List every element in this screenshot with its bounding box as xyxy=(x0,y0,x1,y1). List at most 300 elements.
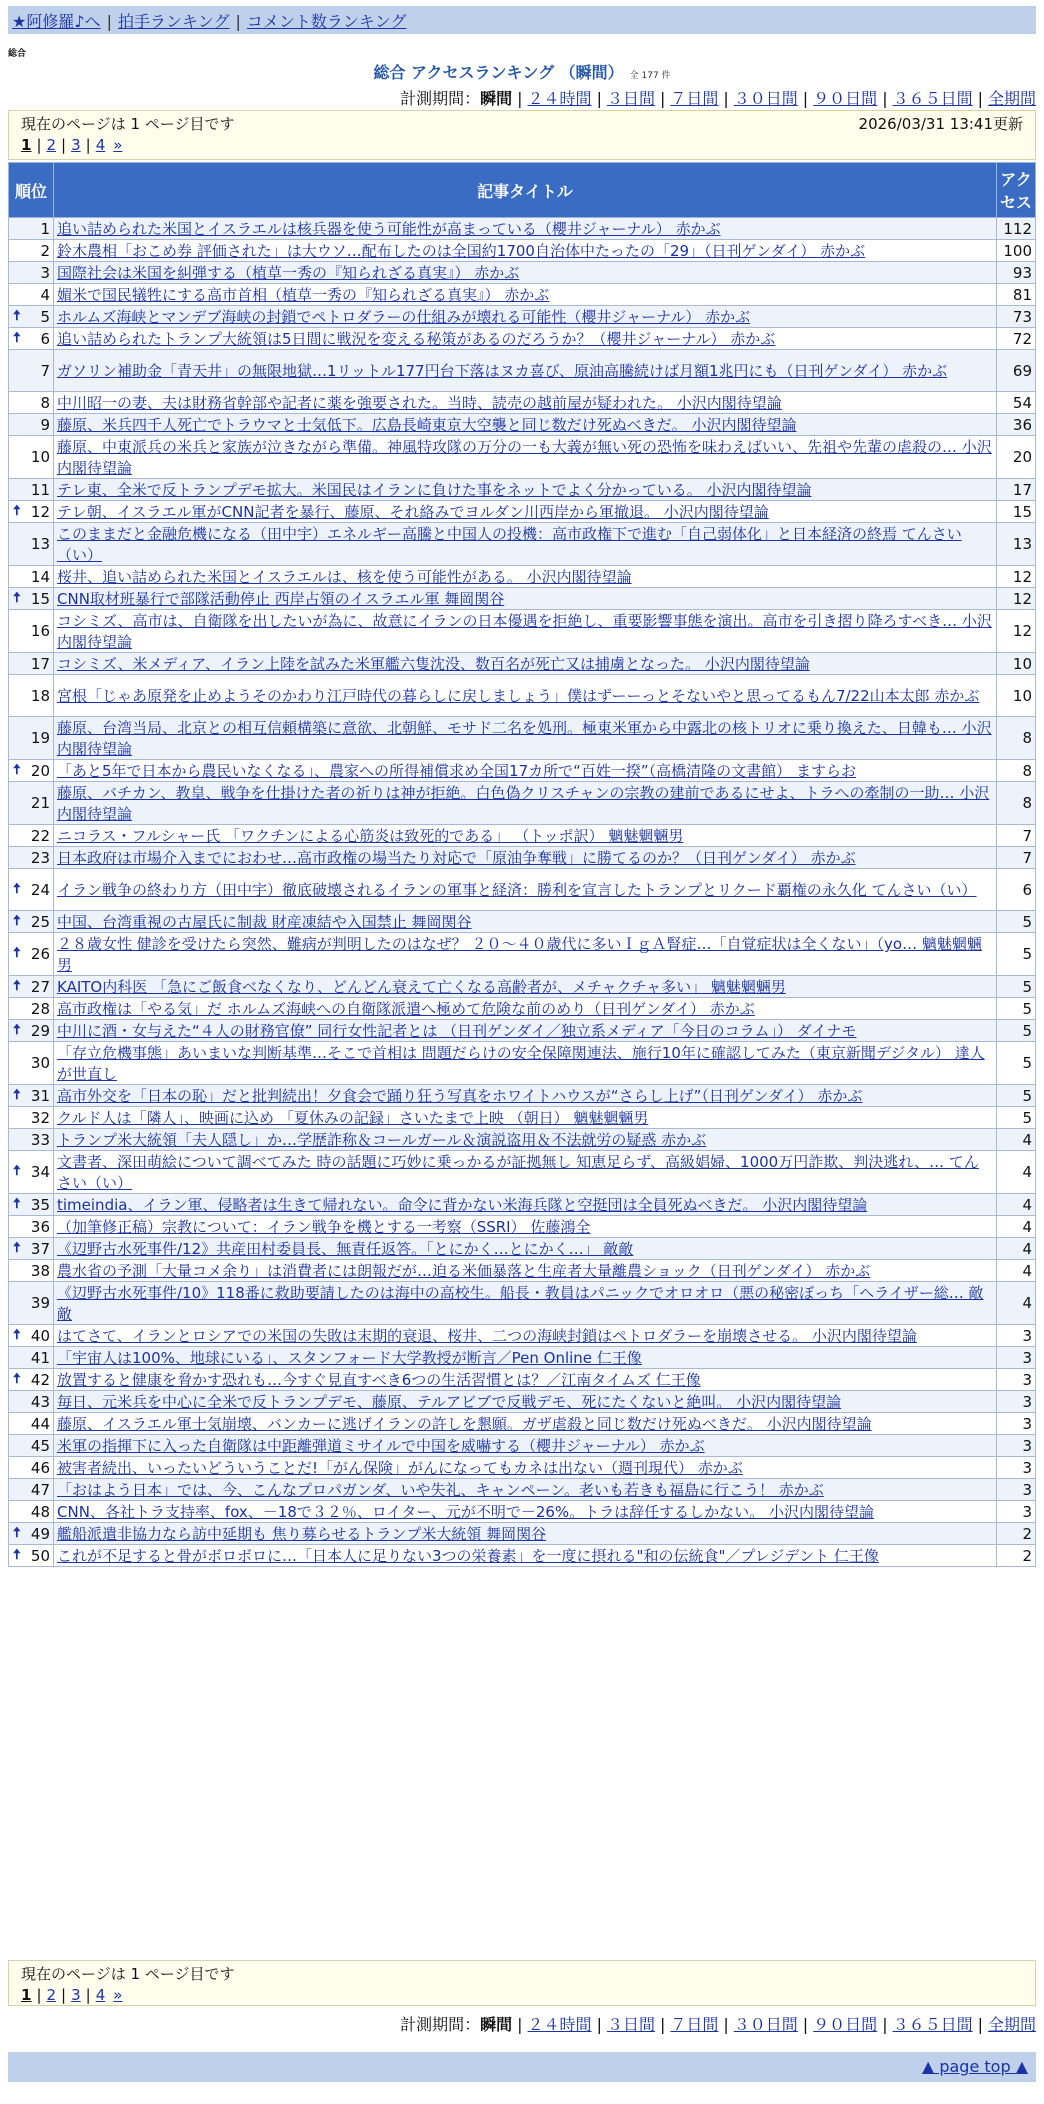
rank-cell xyxy=(9,501,54,523)
comment-ranking-link[interactable]: コメント数ランキング xyxy=(246,12,407,31)
access-count: 12 xyxy=(997,588,1036,610)
article-title-link[interactable]: 宮根「じゃあ原発を止めようそのかわり江戸時代の暮らしに戻しましょう」僕はずーーっとそないやと思ってるもん7/22山本太郎 赤かぶ xyxy=(57,687,980,705)
rank-number: 34 xyxy=(30,1163,50,1181)
category-label: 総合 xyxy=(8,49,27,59)
article-title-link[interactable]: 放置すると健康を脅かす恐れも…今すぐ見直すべき6つの生活習慣とは？／江南タイムズ 仁王像 xyxy=(57,1371,701,1389)
title-cell xyxy=(54,1347,997,1369)
access-count: 3 xyxy=(997,1435,1036,1457)
rank-cell xyxy=(9,588,54,610)
rank-cell xyxy=(9,392,54,414)
article-title-link[interactable]: 被害者続出、いったいどういうことだ!「がん保険」がんになってもカネは出ない（週刊現代） 赤かぶ xyxy=(57,1459,743,1477)
table-row xyxy=(9,1107,1036,1129)
table-row xyxy=(9,1501,1036,1523)
access-count: 73 xyxy=(997,306,1036,328)
access-count: 7 xyxy=(997,825,1036,847)
access-count: 5 xyxy=(997,1085,1036,1107)
article-title-link[interactable]: コシミズ、高市は、自衛隊を出したいが為に、故意にイランの日本優遇を拒絶し、重要影響事態を演出。高市を引き摺り降ろすべき… 小沢内閣待望論 xyxy=(57,612,992,651)
title-cell xyxy=(54,675,997,717)
rank-number: 45 xyxy=(30,1436,50,1455)
table-row xyxy=(9,1391,1036,1413)
rank-number: 20 xyxy=(30,761,50,780)
access-header: アクセス xyxy=(997,163,1036,218)
rank-up-arrow-icon: 🠅 xyxy=(13,502,21,519)
period-option-4[interactable]: ９０日間 xyxy=(813,89,878,108)
table-row xyxy=(9,1085,1036,1107)
rank-up-arrow-icon: 🠅 xyxy=(13,1546,21,1563)
rank-cell xyxy=(9,1042,54,1085)
period-current: 瞬間 xyxy=(480,89,513,108)
access-count: 2 xyxy=(997,1545,1036,1567)
access-count: 5 xyxy=(997,911,1036,933)
table-row xyxy=(9,1325,1036,1347)
rank-cell xyxy=(9,306,54,328)
page-top-link[interactable]: ▲ page top ▲ xyxy=(921,2057,1028,2076)
access-count: 12 xyxy=(997,566,1036,588)
rank-cell xyxy=(9,1194,54,1216)
rank-cell xyxy=(9,1216,54,1238)
access-count: 4 xyxy=(997,1216,1036,1238)
access-count: 5 xyxy=(997,1107,1036,1129)
access-count: 7 xyxy=(997,847,1036,869)
rank-up-arrow-icon: 🠅 xyxy=(13,1163,21,1179)
access-count: 4 xyxy=(997,1260,1036,1282)
rank-number: 2 xyxy=(40,241,50,260)
table-row xyxy=(9,610,1036,653)
title-cell xyxy=(54,1369,997,1391)
rank-header: 順位 xyxy=(9,163,54,218)
period-option-2[interactable]: ７日間 xyxy=(670,89,719,108)
article-title-link[interactable]: 文書者、深田萌絵について調べてみた 時の話題に巧妙に乗っかるが証拠無し 知恵足らず、高級娼婦、1000万円詐欺、判決逃れ、… てんさい（い） xyxy=(57,1153,979,1192)
period-label: 計測期間： xyxy=(400,2015,481,2034)
title-cell xyxy=(54,1260,997,1282)
article-title-link[interactable]: クルド人は「隣人」、映画に込め 「夏休みの記録」さいたまで上映 （朝日） 魑魅魍魎男 xyxy=(57,1109,649,1127)
article-title-link[interactable]: CNN取材班暴行で部隊活動停止 西岸占領のイスラエル軍 舞岡関谷 xyxy=(57,590,505,608)
rank-cell xyxy=(9,760,54,782)
article-title-link[interactable]: 農水省の予測「大量コメ余り」は消費者には朗報だが…迫る米価暴落と生産者大量離農ショック（日刊ゲンダイ） 赤かぶ xyxy=(57,1262,871,1280)
article-title-link[interactable]: 「存立危機事態」あいまいな判断基準…そこで首相は 問題だらけの安全保障関連法、施行10年に確認してみた（東京新聞デジタル） 達人が世直し xyxy=(57,1044,985,1083)
article-title-link[interactable]: 「おはよう日本」では、今、こんなプロパガンダ、いや失礼、キャンペーン。老いも若きも福島に行こう！ 赤かぶ xyxy=(57,1481,824,1499)
access-count: 3 xyxy=(997,1325,1036,1347)
table-row xyxy=(9,306,1036,328)
rank-up-arrow-icon: 🠅 xyxy=(13,1239,21,1256)
rank-cell xyxy=(9,1369,54,1391)
table-row xyxy=(9,1260,1036,1282)
article-title-link[interactable]: 《辺野古水死事件/12》共産田村委員長、無責任返答。「とにかく…とにかく…」 敵敵 xyxy=(57,1240,634,1258)
rank-cell xyxy=(9,717,54,760)
title-cell xyxy=(54,1501,997,1523)
table-row xyxy=(9,1282,1036,1325)
title-cell xyxy=(54,479,997,501)
rank-up-arrow-icon: 🠅 xyxy=(13,761,21,778)
access-count: 13 xyxy=(997,523,1036,566)
article-title-link[interactable]: 「あと5年で日本から農民いなくなる」、農家への所得補償求め全国17カ所で“百姓一揆”（高橋清隆の文書館） ますらお xyxy=(57,762,856,780)
rank-cell xyxy=(9,869,54,911)
title-cell xyxy=(54,1085,997,1107)
article-title-link[interactable]: 米軍の指揮下に入った自衛隊は中距離弾道ミサイルで中国を威嚇する（櫻井ジャーナル） 赤かぶ xyxy=(57,1437,705,1455)
article-title-link[interactable]: ２８歳女性 健診を受けたら突然、難病が判明したのはなぜ？ ２０～４０歳代に多いＩｇＡ腎症…「自覚症状は全くない」（yo… 魑魅魍魎男 xyxy=(57,935,982,974)
page-links xyxy=(21,1986,1023,2004)
period-selector-bottom xyxy=(400,2012,1036,2035)
article-title-link[interactable]: ホルムズ海峡とマンデブ海峡の封鎖でペトロダラーの仕組みが壊れる可能性（櫻井ジャーナル） 赤かぶ xyxy=(57,308,751,326)
page-link-3[interactable]: 3 xyxy=(71,1986,81,2004)
title-cell xyxy=(54,717,997,760)
rank-number: 50 xyxy=(30,1546,50,1565)
access-count: 3 xyxy=(997,1347,1036,1369)
period-bottom-option-6[interactable]: 全期間 xyxy=(987,2015,1036,2034)
period-option-5[interactable]: ３６５日間 xyxy=(892,89,973,108)
access-count: 4 xyxy=(997,1129,1036,1151)
table-row xyxy=(9,501,1036,523)
article-title-link[interactable]: 藤原、米兵四千人死亡でトラウマと士気低下。広島長崎東京大空襲と同じ数だけ死ぬべきだ。 小沢内閣待望論 xyxy=(57,416,797,434)
table-row xyxy=(9,1151,1036,1194)
rank-number: 29 xyxy=(30,1021,50,1040)
article-title-link[interactable]: 艦船派遣非協力なら訪中延期も 焦り募らせるトランプ米大統領 舞岡関谷 xyxy=(57,1525,547,1543)
period-current: 瞬間 xyxy=(480,2015,513,2034)
rank-number: 46 xyxy=(30,1458,50,1477)
rank-cell xyxy=(9,933,54,976)
rank-cell xyxy=(9,847,54,869)
article-title-link[interactable]: 追い詰められたトランプ大統領は5日間に戦況を変える秘策があるのだろうか？（櫻井ジャーナル） 赤かぶ xyxy=(57,330,776,348)
period-separator: | xyxy=(723,89,729,108)
title-cell xyxy=(54,847,997,869)
title-cell xyxy=(54,760,997,782)
page-links xyxy=(21,136,1023,154)
pager-status-row xyxy=(21,1963,1023,1984)
rank-cell xyxy=(9,1457,54,1479)
table-row xyxy=(9,328,1036,350)
article-title-link[interactable]: 中川に酒・女与えた“４人の財務官僚” 同行女性記者とは （日刊ゲンダイ／独立系メディア「今日のコラム」） ダイナモ xyxy=(57,1022,857,1040)
page-link-2[interactable]: 2 xyxy=(46,1986,57,2004)
period-separator: | xyxy=(659,89,666,108)
title-cell xyxy=(54,436,997,479)
title-cell xyxy=(54,1479,997,1501)
rank-cell xyxy=(9,1020,54,1042)
table-row xyxy=(9,1347,1036,1369)
period-separator: | xyxy=(977,2015,983,2034)
title-cell xyxy=(54,1238,997,1260)
title-cell xyxy=(54,1107,997,1129)
access-count: 17 xyxy=(997,479,1036,501)
period-separator: | xyxy=(517,2015,523,2034)
access-count: 4 xyxy=(997,1151,1036,1194)
period-bottom-option-3[interactable]: ３０日間 xyxy=(733,2015,798,2034)
access-count: 5 xyxy=(997,976,1036,998)
period-bottom-option-5[interactable]: ３６５日間 xyxy=(892,2015,973,2034)
title-cell xyxy=(54,1216,997,1238)
rank-up-arrow-icon: 🠅 xyxy=(13,977,21,994)
rank-up-arrow-icon: 🠅 xyxy=(13,880,21,897)
rank-number: 17 xyxy=(30,654,50,673)
period-separator: | xyxy=(517,89,523,108)
period-bottom-option-0[interactable]: ２４時間 xyxy=(527,2015,592,2034)
rank-number: 48 xyxy=(30,1502,50,1521)
access-count: 20 xyxy=(997,436,1036,479)
table-row xyxy=(9,566,1036,588)
article-title-link[interactable]: 鈴木農相「おこめ券 評価された」は大ウソ…配布したのは全国約1700自治体中たったの「29」（日刊ゲンダイ） 赤かぶ xyxy=(57,242,866,260)
access-count: 100 xyxy=(997,240,1036,262)
table-row xyxy=(9,717,1036,760)
access-count: 3 xyxy=(997,1479,1036,1501)
table-row xyxy=(9,262,1036,284)
access-count: 3 xyxy=(997,1501,1036,1523)
rank-cell xyxy=(9,414,54,436)
table-row xyxy=(9,523,1036,566)
rank-number: 40 xyxy=(30,1326,50,1345)
article-title-link[interactable]: CNN、各社トラ支持率、fox、－18で３２％、ロイター、元が不明で－26%。トラは辞任するしかない。 小沢内閣待望論 xyxy=(57,1503,874,1521)
article-title-link[interactable]: トランプ米大統領「夫人隠し」か…学歴詐称＆コールガール＆演説盗用＆不法就労の疑惑 赤かぶ xyxy=(57,1131,707,1149)
rank-number: 8 xyxy=(40,393,50,412)
table-row xyxy=(9,284,1036,306)
rank-cell xyxy=(9,284,54,306)
table-row xyxy=(9,392,1036,414)
current-page: 1 xyxy=(21,1986,32,2004)
rank-up-arrow-icon: 🠅 xyxy=(13,1524,21,1541)
access-count: 5 xyxy=(997,933,1036,976)
rank-cell xyxy=(9,436,54,479)
table-row xyxy=(9,1369,1036,1391)
title-cell xyxy=(54,653,997,675)
rank-number: 47 xyxy=(30,1480,50,1499)
page-link-4[interactable]: 4 xyxy=(95,1986,106,2004)
period-label: 計測期間： xyxy=(400,89,481,108)
table-row xyxy=(9,933,1036,976)
article-title-link[interactable]: イラン戦争の終わり方（田中宇）徹底破壊されるイランの軍事と経済：勝利を宣言したトランプとリクード覇権の永久化 てんさい（い） xyxy=(57,881,977,899)
rank-cell xyxy=(9,675,54,717)
title-cell xyxy=(54,1435,997,1457)
article-title-link[interactable]: KAITO内科医 「急にご飯食べなくなり、どんどん衰えて亡くなる高齢者が、メチャクチャ多い」 魑魅魍魎男 xyxy=(57,978,786,996)
period-separator: | xyxy=(596,89,602,108)
access-count: 72 xyxy=(997,328,1036,350)
title-cell xyxy=(54,350,997,392)
page-separator: | xyxy=(85,136,91,154)
table-row xyxy=(9,1413,1036,1435)
next-page-link[interactable]: » xyxy=(113,136,123,154)
rank-up-arrow-icon: 🠅 xyxy=(13,945,21,961)
access-count: 3 xyxy=(997,1391,1036,1413)
article-title-link[interactable]: テレ東、全米で反トランプデモ拡大。米国民はイランに負けた事をネットでよく分かっている。 小沢内閣待望論 xyxy=(57,481,812,499)
title-cell xyxy=(54,825,997,847)
access-count: 8 xyxy=(997,782,1036,825)
rank-up-arrow-icon: 🠅 xyxy=(13,307,21,324)
title-cell xyxy=(54,869,997,911)
title-cell xyxy=(54,566,997,588)
title-cell xyxy=(54,1413,997,1435)
article-title-link[interactable]: 中国、台湾重視の古屋氏に制裁 財産凍結や入国禁止 舞岡関谷 xyxy=(57,913,472,931)
rank-number: 26 xyxy=(30,945,50,963)
update-timestamp: 2026/03/31 13:41更新 xyxy=(858,115,1023,133)
access-count: 54 xyxy=(997,392,1036,414)
pager-top xyxy=(8,110,1036,160)
article-title-link[interactable]: ニコラス・フルシャー氏 「ワクチンによる心筋炎は致死的である」 （トッポ訳） 魑魅魍魎男 xyxy=(57,827,684,845)
rank-cell xyxy=(9,1545,54,1567)
article-title-link[interactable]: 桜井、追い詰められた米国とイスラエルは、核を使う可能性がある。 小沢内閣待望論 xyxy=(57,568,632,586)
article-title-link[interactable]: 追い詰められた米国とイスラエルは核兵器を使う可能性が高まっている（櫻井ジャーナル） 赤かぶ xyxy=(57,220,721,238)
table-row xyxy=(9,976,1036,998)
rank-cell xyxy=(9,566,54,588)
article-title-link[interactable]: 《辺野古水死事件/10》118番に救助要請したのは海中の高校生。船長・教員はパニックでオロオロ（悪の秘密ぼっち「ヘライザー総… 敵敵 xyxy=(57,1284,984,1323)
period-selector xyxy=(400,86,1036,109)
period-separator: | xyxy=(596,2015,602,2034)
rank-number: 31 xyxy=(30,1086,50,1105)
article-title-link[interactable]: timeindia、イラン軍、侵略者は生きて帰れない。命令に背かない米海兵隊と空挺団は全員死ぬべきだ。 小沢内閣待望論 xyxy=(57,1196,868,1214)
next-page-link[interactable]: » xyxy=(113,1986,123,2004)
article-title-link[interactable]: このままだと金融危機になる（田中宇）エネルギー高騰と中国人の投機：高市政権下で進む「自己弱体化」と日本経済の終焉 てんさい（い） xyxy=(57,525,962,564)
period-option-3[interactable]: ３０日間 xyxy=(733,89,798,108)
table-row xyxy=(9,1194,1036,1216)
article-title-link[interactable]: 媚米で国民犠牲にする高市首相（植草一秀の『知られざる真実』） 赤かぶ xyxy=(57,286,550,304)
article-title-link[interactable]: （加筆修正稿）宗教について：イラン戦争を機とする一考察（SSRI） 佐藤鴻全 xyxy=(57,1218,591,1236)
title-cell xyxy=(54,911,997,933)
article-title-link[interactable]: 中川昭一の妻、夫は財務省幹部や記者に薬を強要された。当時、読売の越前屋が疑われた。 小沢内閣待望論 xyxy=(57,394,782,412)
access-count: 10 xyxy=(997,653,1036,675)
article-title-link[interactable]: 毎日、元米兵を中心に全米で反トランプデモ、藤原、テルアビブで反戦デモ、死にたくないと絶叫。 小沢内閣待望論 xyxy=(57,1393,842,1411)
table-row xyxy=(9,1238,1036,1260)
table-row xyxy=(9,1457,1036,1479)
home-link[interactable]: ★阿修羅♪へ xyxy=(12,12,101,31)
rank-up-arrow-icon: 🠅 xyxy=(13,589,21,606)
title-cell xyxy=(54,933,997,976)
title-cell xyxy=(54,284,997,306)
period-separator: | xyxy=(882,89,888,108)
clap-ranking-link[interactable]: 拍手ランキング xyxy=(117,12,230,31)
access-count: 5 xyxy=(997,998,1036,1020)
article-title-link[interactable]: テレ朝、イスラエル軍がCNN記者を暴行、藤原、それ絡みでヨルダン川西岸から軍撤退。 小沢内閣待望論 xyxy=(57,503,769,521)
page-link-4[interactable]: 4 xyxy=(95,136,106,154)
rank-cell xyxy=(9,998,54,1020)
article-title-link[interactable]: ガソリン補助金「青天井」の無限地獄…1リットル177円台下落はヌカ喜び、原油高騰続けば月額1兆円にも（日刊ゲンダイ） 赤かぶ xyxy=(57,362,948,380)
table-row xyxy=(9,1216,1036,1238)
rank-number: 23 xyxy=(30,848,50,867)
table-header-row xyxy=(9,163,1036,218)
rank-number: 30 xyxy=(30,1054,50,1072)
access-count: 112 xyxy=(997,218,1036,240)
access-count: 2 xyxy=(997,1523,1036,1545)
table-row xyxy=(9,1479,1036,1501)
rank-number: 11 xyxy=(30,480,50,499)
period-separator: | xyxy=(802,89,809,108)
article-title-link[interactable]: はてさて、イランとロシアでの米国の失敗は末期的衰退、桜井、二つの海峡封鎖はペトロダラーを崩壊させる。 小沢内閣待望論 xyxy=(57,1327,917,1345)
rank-cell xyxy=(9,1107,54,1129)
article-title-link[interactable]: これが不足すると骨がボロボロに…「日本人に足りない3つの栄養素」を一度に摂れる"和の伝統食"／プレジデント 仁王像 xyxy=(57,1547,879,1565)
rank-number: 44 xyxy=(30,1414,50,1433)
rank-up-arrow-icon: 🠅 xyxy=(13,1195,21,1212)
table-row xyxy=(9,675,1036,717)
period-separator: | xyxy=(659,2015,666,2034)
access-count: 8 xyxy=(997,717,1036,760)
rank-number: 9 xyxy=(40,415,50,434)
table-row xyxy=(9,1129,1036,1151)
rank-cell xyxy=(9,1479,54,1501)
rank-number: 27 xyxy=(30,977,50,996)
rank-cell xyxy=(9,240,54,262)
article-title-link[interactable]: 藤原、イスラエル軍士気崩壊、バンカーに逃げイランの許しを懇願。ガザ虐殺と同じ数だけ死ぬべきだ。 小沢内閣待望論 xyxy=(57,1415,872,1433)
footer-bar xyxy=(8,2052,1036,2082)
top-navigation-bar xyxy=(8,6,1036,34)
rank-cell xyxy=(9,1129,54,1151)
page-link-3[interactable]: 3 xyxy=(71,136,81,154)
table-row xyxy=(9,869,1036,911)
article-title-link[interactable]: 藤原、中東派兵の米兵と家族が泣きながら準備。神風特攻隊の万分の一も大義が無い死の恐怖を味わえばいい、先祖や先輩の虐殺の… 小沢内閣待望論 xyxy=(57,438,992,477)
page-separator: | xyxy=(61,1986,67,2004)
rank-number: 21 xyxy=(30,794,50,812)
rank-number: 24 xyxy=(30,880,50,899)
rank-number: 28 xyxy=(30,999,50,1018)
rank-number: 16 xyxy=(30,622,50,640)
rank-number: 25 xyxy=(30,912,50,931)
pager-bottom xyxy=(8,1960,1036,2006)
article-title-link[interactable]: 国際社会は米国を糾弾する（植草一秀の『知られざる真実』） 赤かぶ xyxy=(57,264,520,282)
table-row xyxy=(9,1523,1036,1545)
article-title-link[interactable]: 藤原、台湾当局、北京との相互信頼構築に意欲、北朝鮮、モサド二名を処刑。極東米軍から中露北の核トリオに乗り換えた、日韓も… 小沢内閣待望論 xyxy=(57,719,992,758)
title-cell xyxy=(54,1282,997,1325)
table-row xyxy=(9,782,1036,825)
rank-number: 38 xyxy=(30,1261,50,1280)
article-title-link[interactable]: 藤原、バチカン、教皇、戦争を仕掛けた者の祈りは神が拒絶。白色偽クリスチャンの宗教の建前であるにせよ、トラへの牽制の一助… 小沢内閣待望論 xyxy=(57,784,990,823)
rank-number: 43 xyxy=(30,1392,50,1411)
rank-number: 33 xyxy=(30,1130,50,1149)
title-cell xyxy=(54,328,997,350)
period-option-0[interactable]: ２４時間 xyxy=(527,89,592,108)
rank-cell xyxy=(9,610,54,653)
period-option-1[interactable]: ３日間 xyxy=(606,89,655,108)
table-row xyxy=(9,1545,1036,1567)
rank-cell xyxy=(9,262,54,284)
rank-cell xyxy=(9,328,54,350)
rank-number: 19 xyxy=(30,729,50,747)
page-separator: | xyxy=(61,136,67,154)
title-cell xyxy=(54,1391,997,1413)
article-title-link[interactable]: 日本政府は市場介入までにおわせ…高市政権の場当たり対応で「原油争奪戦」に勝てるのか？（日刊ゲンダイ） 赤かぶ xyxy=(57,849,856,867)
rank-cell xyxy=(9,1151,54,1194)
rank-up-arrow-icon: 🠅 xyxy=(13,329,21,346)
access-count: 93 xyxy=(997,262,1036,284)
rank-cell xyxy=(9,911,54,933)
title-cell xyxy=(54,1545,997,1567)
nav-separator: | xyxy=(106,12,112,31)
access-count: 4 xyxy=(997,1238,1036,1260)
table-row xyxy=(9,479,1036,501)
access-count: 69 xyxy=(997,350,1036,392)
title-cell xyxy=(54,262,997,284)
rank-cell xyxy=(9,976,54,998)
title-cell xyxy=(54,1325,997,1347)
table-row xyxy=(9,240,1036,262)
page-link-2[interactable]: 2 xyxy=(46,136,57,154)
title-cell xyxy=(54,306,997,328)
page-status: 現在のページは 1 ページ目です xyxy=(21,115,235,133)
rank-number: 37 xyxy=(30,1239,50,1258)
table-row xyxy=(9,911,1036,933)
table-row xyxy=(9,825,1036,847)
period-bottom-option-4[interactable]: ９０日間 xyxy=(813,2015,878,2034)
article-title-link[interactable]: 高市政権は「やる気」だ ホルムズ海峡への自衛隊派遣へ極めて危険な前のめり（日刊ゲンダイ） 赤かぶ xyxy=(57,1000,755,1018)
table-row xyxy=(9,350,1036,392)
ranking-body xyxy=(9,218,1036,1567)
period-bottom-option-1[interactable]: ３日間 xyxy=(606,2015,655,2034)
rank-number: 4 xyxy=(40,285,50,304)
rank-cell xyxy=(9,1413,54,1435)
period-option-6[interactable]: 全期間 xyxy=(987,89,1036,108)
period-bottom-option-2[interactable]: ７日間 xyxy=(670,2015,719,2034)
article-title-link[interactable]: 「宇宙人は100%、地球にいる」、スタンフォード大学教授が断言／Pen Online 仁王像 xyxy=(57,1349,642,1367)
article-title-link[interactable]: 高市外交を「日本の恥」だと批判続出！夕食会で踊り狂う写真をホワイトハウスが“さらし上げ”（日刊ゲンダイ） 赤かぶ xyxy=(57,1087,863,1105)
rank-up-arrow-icon: 🠅 xyxy=(13,912,21,929)
rank-cell xyxy=(9,1282,54,1325)
access-count: 5 xyxy=(997,1042,1036,1085)
table-row xyxy=(9,1435,1036,1457)
article-title-link[interactable]: コシミズ、米メディア、イラン上陸を試みた米軍艦六隻沈没、数百名が死亡又は捕虜となった。 小沢内閣待望論 xyxy=(57,655,810,673)
rank-up-arrow-icon: 🠅 xyxy=(13,1326,21,1343)
